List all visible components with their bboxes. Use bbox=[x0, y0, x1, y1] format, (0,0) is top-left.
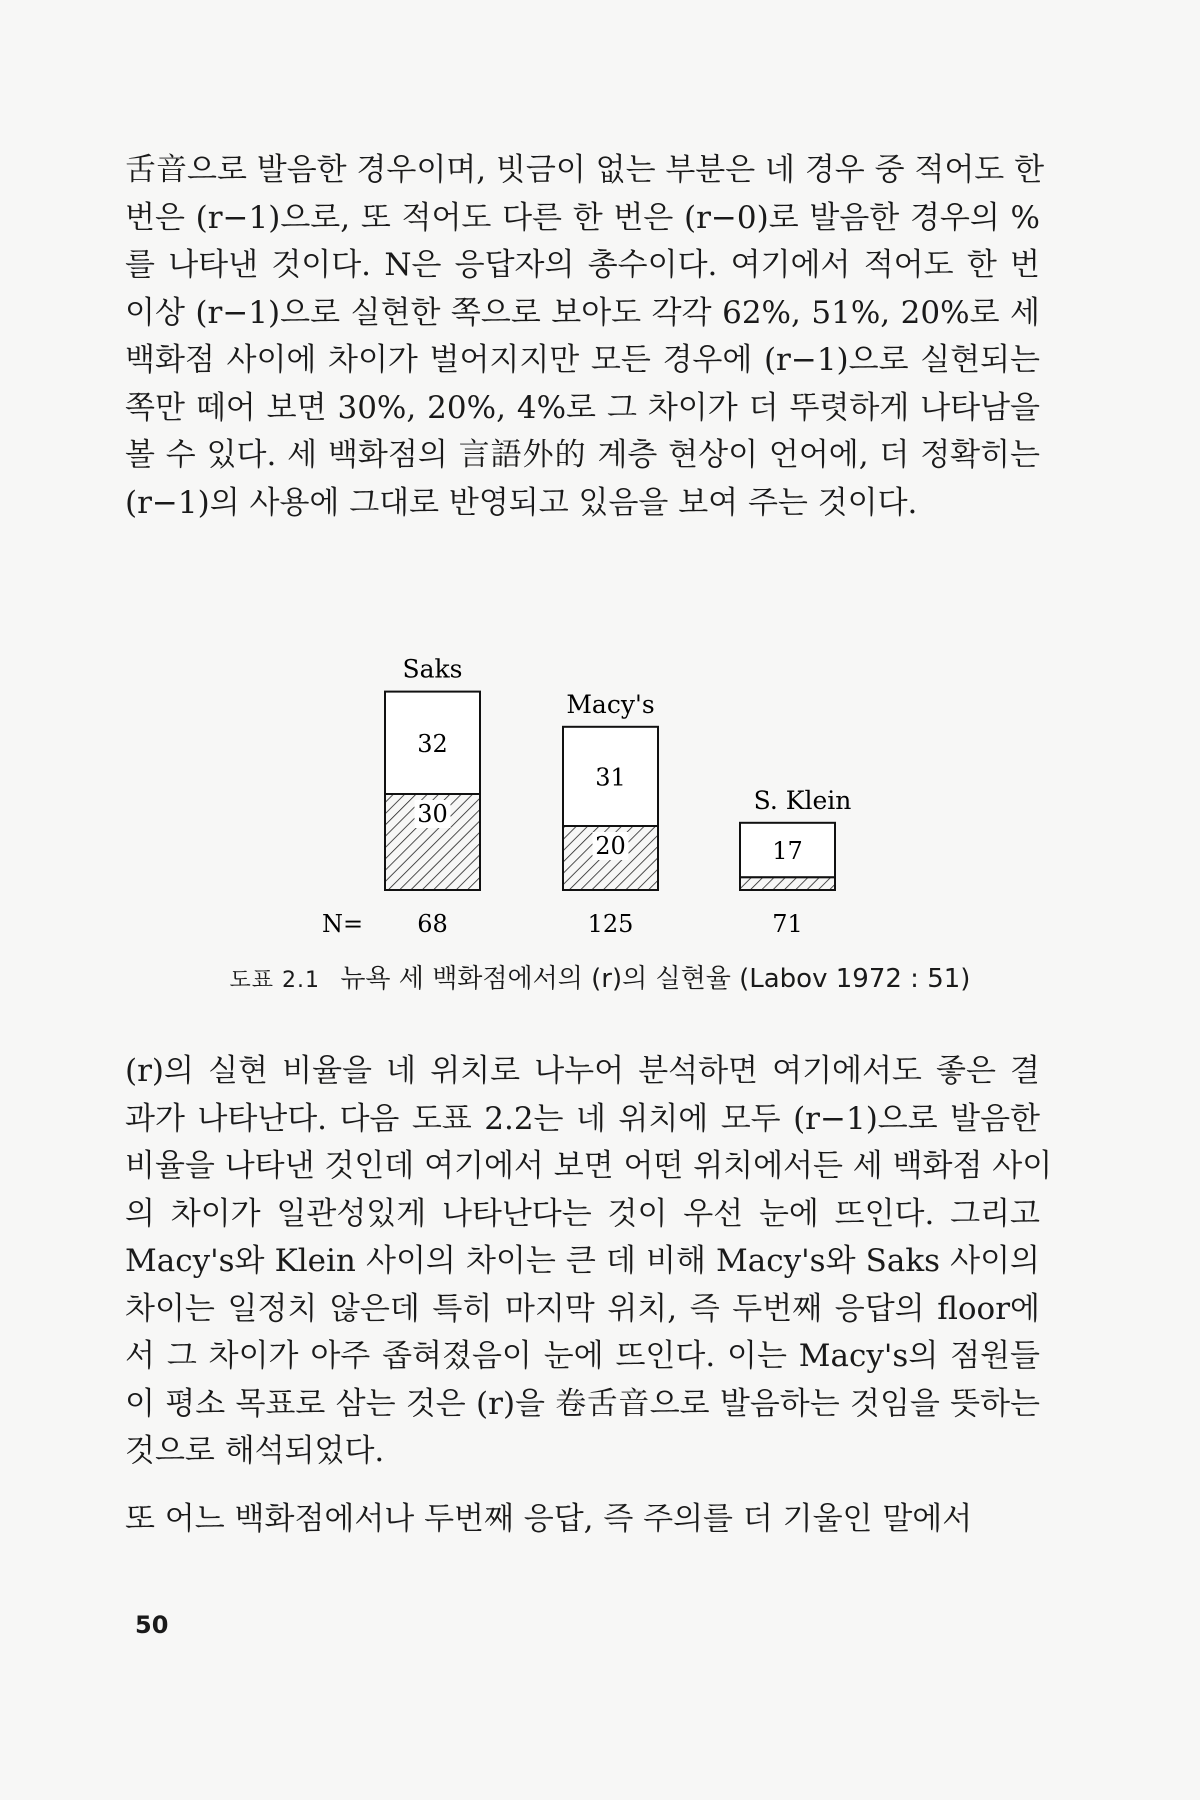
text-line: 또 어느 백화점에서나 두번째 응답, 즉 주의를 더 기울인 말에서 bbox=[125, 1501, 973, 1537]
category-label: Saks bbox=[402, 654, 463, 684]
caption-text: 뉴욕 세 백화점에서의 (r)의 실현율 (Labov 1972 : 51) bbox=[340, 964, 971, 994]
category-label: S. Klein bbox=[753, 785, 852, 815]
data-label-plain: 17 bbox=[772, 837, 803, 865]
text-line: 것으로 해석되었다. bbox=[125, 1433, 385, 1469]
text-line: 비율을 나타낸 것인데 여기에서 보면 어떤 위치에서든 세 백화점 사이 bbox=[125, 1148, 1053, 1184]
text-line: 이 평소 목표로 삼는 것은 (r)을 卷舌音으로 발음하는 것임을 뜻하는 bbox=[125, 1385, 1040, 1422]
figure-caption bbox=[0, 958, 1200, 995]
text-line: 쪽만 떼어 보면 30%, 20%, 4%로 그 차이가 더 뚜렷하게 나타남을 bbox=[125, 389, 1040, 426]
text-line: (r−1)의 사용에 그대로 반영되고 있음을 보여 주는 것이다. bbox=[125, 484, 918, 521]
text-line: 볼 수 있다. 세 백화점의 言語外的 계층 현상이 언어에, 더 정확히는 bbox=[125, 437, 1040, 473]
paragraph-3 bbox=[125, 1496, 1040, 1544]
category-label: Macy's bbox=[566, 689, 655, 719]
data-label-plain: 32 bbox=[417, 729, 448, 758]
n-value: 125 bbox=[587, 910, 634, 938]
text-line: Macy's와 Klein 사이의 차이는 큰 데 비해 Macy's와 Saks 사이의 bbox=[125, 1243, 1040, 1279]
text-line: 백화점 사이에 차이가 벌어지지만 모든 경우에 (r−1)으로 실현되는 bbox=[125, 342, 1040, 378]
bar-segment-hatched bbox=[740, 877, 835, 890]
paragraph-2 bbox=[125, 1048, 1053, 1476]
data-label-hatched: 20 bbox=[595, 832, 626, 860]
text-line: 의 차이가 일관성있게 나타난다는 것이 우선 눈에 뜨인다. 그리고 bbox=[125, 1195, 1040, 1232]
page-number: 50 bbox=[135, 1611, 169, 1639]
text-line: 이상 (r−1)으로 실현한 쪽으로 보아도 각각 62%, 51%, 20%로 세 bbox=[125, 294, 1040, 331]
paragraph-1 bbox=[125, 147, 1045, 527]
text-line: 舌音으로 발음한 경우이며, 빗금이 없는 부분은 네 경우 중 적어도 한 bbox=[125, 152, 1045, 188]
data-label-hatched: 30 bbox=[417, 800, 448, 828]
n-label: N= bbox=[322, 910, 364, 938]
chart-svg bbox=[0, 610, 1200, 950]
n-value: 71 bbox=[772, 910, 803, 938]
caption-label: 도표 2.1 bbox=[229, 968, 321, 993]
data-label-plain: 31 bbox=[595, 763, 626, 792]
text-line: 를 나타낸 것이다. N은 응답자의 총수이다. 여기에서 적어도 한 번 bbox=[125, 247, 1040, 283]
text-line: 차이는 일정치 않은데 특히 마지막 위치, 즉 두번째 응답의 floor에 bbox=[125, 1290, 1040, 1327]
text-line: 과가 나타난다. 다음 도표 2.2는 네 위치에 모두 (r−1)으로 발음한 bbox=[125, 1100, 1040, 1137]
text-line: 번은 (r−1)으로, 또 적어도 다른 한 번은 (r−0)로 발음한 경우의 % bbox=[125, 199, 1040, 236]
figure-bar-chart bbox=[0, 610, 1200, 950]
n-value: 68 bbox=[417, 910, 448, 938]
text-line: 서 그 차이가 아주 좁혀졌음이 눈에 뜨인다. 이는 Macy's의 점원들 bbox=[125, 1338, 1040, 1374]
text-line: (r)의 실현 비율을 네 위치로 나누어 분석하면 여기에서도 좋은 결 bbox=[125, 1053, 1040, 1089]
